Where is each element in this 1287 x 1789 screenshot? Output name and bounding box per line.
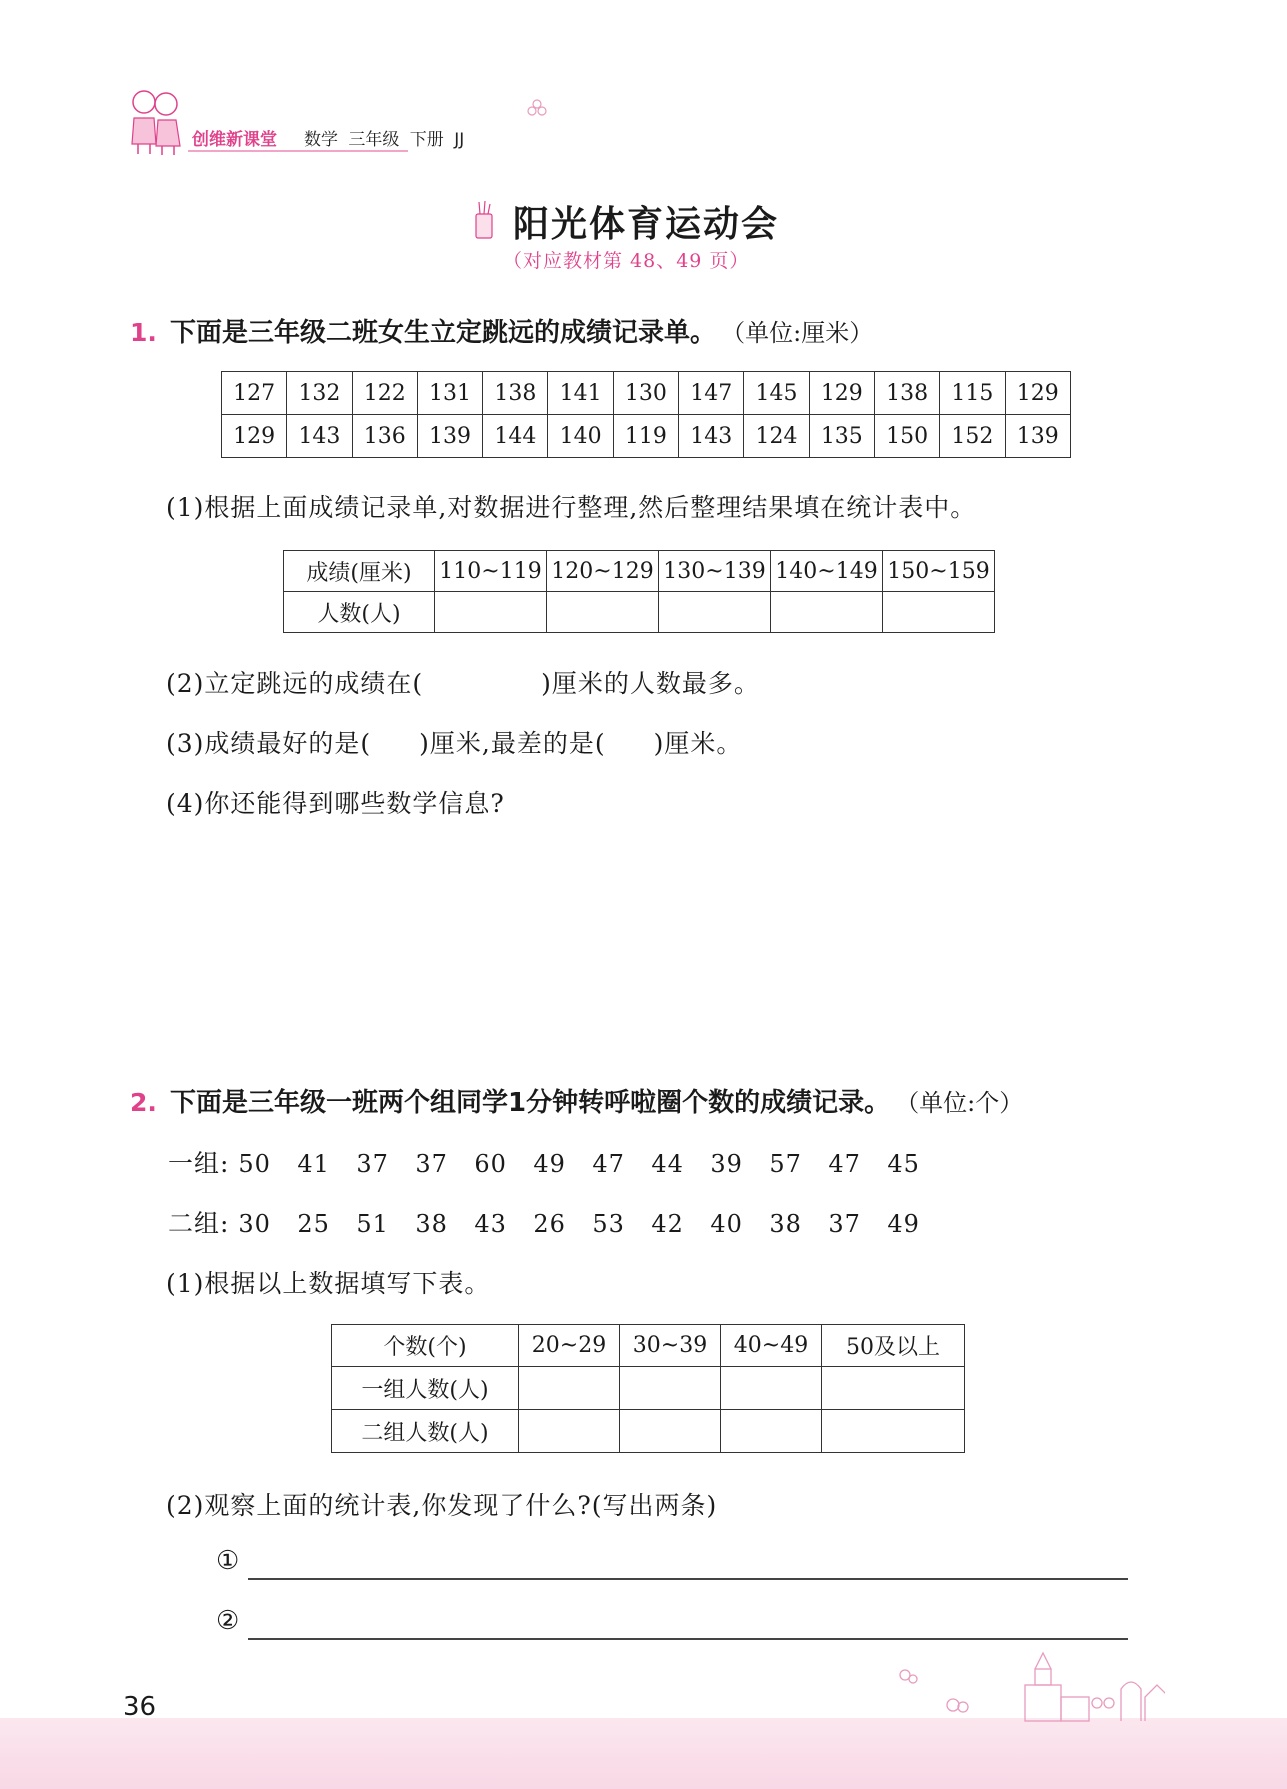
record-cell: 140 <box>548 415 613 458</box>
q2-stat-row-group2 <box>332 1410 965 1453</box>
q1-stat-table <box>283 550 995 633</box>
answer-cell[interactable] <box>620 1367 721 1410</box>
question-2-text: 下面是三年级一班两个组同学1分钟转呼啦圈个数的成绩记录。 <box>170 1088 891 1118</box>
score-value: 45 <box>887 1150 920 1178</box>
footer-band <box>0 1718 1287 1789</box>
q1-stat-header-cell: 120~129 <box>547 551 659 592</box>
q2-stat-table <box>331 1324 965 1453</box>
answer-cell[interactable] <box>883 592 995 633</box>
q2-stat-header-cell: 个数(个) <box>332 1325 519 1367</box>
score-value: 53 <box>592 1210 625 1238</box>
q2-stat-header-cell: 20~29 <box>519 1325 620 1367</box>
pencil-cup-icon <box>473 200 495 240</box>
record-cell: 127 <box>222 372 287 415</box>
header-underline <box>188 150 408 152</box>
answer-cell[interactable] <box>822 1410 965 1453</box>
q1-sub2-suffix: )厘米的人数最多。 <box>541 669 760 698</box>
record-cell: 143 <box>679 415 744 458</box>
record-cell: 130 <box>613 372 678 415</box>
q1-stat-row-label: 人数(人) <box>284 592 435 633</box>
record-cell: 144 <box>483 415 548 458</box>
q2-stat-header-cell: 30~39 <box>620 1325 721 1367</box>
q1-stat-header-cell: 110~119 <box>435 551 547 592</box>
q2-stat-header-cell: 40~49 <box>721 1325 822 1367</box>
answer-cell[interactable] <box>771 592 883 633</box>
q1-sub2 <box>166 664 760 700</box>
q2-sub2: (2)观察上面的统计表,你发现了什么?(写出两条) <box>166 1491 718 1520</box>
question-1-number: 1. <box>130 318 157 347</box>
score-value: 49 <box>887 1210 920 1238</box>
answer-cell[interactable] <box>620 1410 721 1453</box>
score-value: 44 <box>651 1150 684 1178</box>
castle-decoration-icon <box>885 1645 1165 1725</box>
score-value: 38 <box>769 1210 802 1238</box>
record-cell: 139 <box>417 415 482 458</box>
record-cell: 152 <box>940 415 1005 458</box>
score-value: 37 <box>415 1150 448 1178</box>
answer-cell[interactable] <box>721 1367 822 1410</box>
q1-stat-header-row <box>284 551 995 592</box>
score-value: 26 <box>533 1210 566 1238</box>
record-cell: 150 <box>874 415 939 458</box>
q1-stat-count-row <box>284 592 995 633</box>
q2-stat-row-label: 一组人数(人) <box>332 1367 519 1410</box>
q1-sub2-prefix: (2)立定跳远的成绩在( <box>166 669 424 698</box>
record-cell: 122 <box>352 372 417 415</box>
record-cell: 143 <box>287 415 352 458</box>
group-1-values <box>238 1149 946 1178</box>
record-cell: 132 <box>287 372 352 415</box>
record-cell: 129 <box>809 372 874 415</box>
q2-stat-row-group1 <box>332 1367 965 1410</box>
q2-stat-row-label: 二组人数(人) <box>332 1410 519 1453</box>
q1-stat-header-cell: 140~149 <box>771 551 883 592</box>
score-value: 50 <box>238 1150 271 1178</box>
score-value: 41 <box>297 1150 330 1178</box>
record-cell: 135 <box>809 415 874 458</box>
score-value: 37 <box>828 1210 861 1238</box>
q1-sub4: (4)你还能得到哪些数学信息? <box>166 789 505 818</box>
score-value: 43 <box>474 1210 507 1238</box>
group-1-label: 一组: <box>168 1149 230 1178</box>
book-info: 数学 三年级 下册 JJ <box>304 130 465 150</box>
question-2-number: 2. <box>130 1088 157 1117</box>
question-1-unit: （单位:厘米） <box>721 319 874 347</box>
answer-line-1[interactable] <box>248 1578 1128 1580</box>
answer-marker-1: ① <box>216 1546 241 1576</box>
answer-marker-2: ② <box>216 1606 241 1636</box>
record-row <box>222 372 1071 415</box>
score-value: 30 <box>238 1210 271 1238</box>
flower-icon <box>526 98 548 120</box>
group-2-label: 二组: <box>168 1209 230 1238</box>
question-1-heading <box>130 312 873 349</box>
brand-name: 创维新课堂 <box>192 130 277 150</box>
record-cell: 138 <box>874 372 939 415</box>
record-cell: 131 <box>417 372 482 415</box>
page-title: 阳光体育运动会 <box>513 204 780 245</box>
record-cell: 145 <box>744 372 809 415</box>
answer-cell[interactable] <box>519 1367 620 1410</box>
answer-cell[interactable] <box>519 1410 620 1453</box>
record-cell: 129 <box>222 415 287 458</box>
record-cell: 141 <box>548 372 613 415</box>
record-cell: 136 <box>352 415 417 458</box>
group-2-row <box>168 1204 988 1238</box>
answer-cell[interactable] <box>435 592 547 633</box>
score-value: 51 <box>356 1210 389 1238</box>
answer-cell[interactable] <box>547 592 659 633</box>
q1-stat-header-cell: 130~139 <box>659 551 771 592</box>
score-value: 57 <box>769 1150 802 1178</box>
score-value: 47 <box>828 1150 861 1178</box>
answer-line-2[interactable] <box>248 1638 1128 1640</box>
record-cell: 115 <box>940 372 1005 415</box>
score-value: 37 <box>356 1150 389 1178</box>
score-value: 40 <box>710 1210 743 1238</box>
page-number: 36 <box>123 1692 157 1722</box>
q1-stat-header-cell: 成绩(厘米) <box>284 551 435 592</box>
q1-stat-header-cell: 150~159 <box>883 551 995 592</box>
q2-sub1: (1)根据以上数据填写下表。 <box>166 1269 491 1298</box>
q1-sub3-part2: )厘米,最差的是( <box>419 729 606 758</box>
question-2-heading <box>130 1082 1023 1119</box>
record-cell: 119 <box>613 415 678 458</box>
score-value: 42 <box>651 1210 684 1238</box>
q2-stat-header-row <box>332 1325 965 1367</box>
score-value: 39 <box>710 1150 743 1178</box>
q1-sub1: (1)根据上面成绩记录单,对数据进行整理,然后整理结果填在统计表中。 <box>166 493 977 522</box>
children-logo-icon <box>126 84 186 156</box>
score-value: 60 <box>474 1150 507 1178</box>
score-value: 49 <box>533 1150 566 1178</box>
answer-cell[interactable] <box>822 1367 965 1410</box>
answer-cell[interactable] <box>721 1410 822 1453</box>
record-cell: 147 <box>679 372 744 415</box>
group-2-values <box>238 1209 946 1238</box>
record-cell: 138 <box>483 372 548 415</box>
page-subtitle: （对应教材第 48、49 页） <box>503 250 750 272</box>
q1-sub3-part3: )厘米。 <box>653 729 743 758</box>
score-value: 47 <box>592 1150 625 1178</box>
score-value: 25 <box>297 1210 330 1238</box>
q1-sub3-part1: (3)成绩最好的是( <box>166 729 372 758</box>
score-value: 38 <box>415 1210 448 1238</box>
q2-stat-header-cell: 50及以上 <box>822 1325 965 1367</box>
record-cell: 129 <box>1005 372 1070 415</box>
record-row <box>222 415 1071 458</box>
q1-record-table <box>221 371 1071 458</box>
question-1-text: 下面是三年级二班女生立定跳远的成绩记录单。 <box>170 318 717 348</box>
answer-cell[interactable] <box>659 592 771 633</box>
question-2-unit: （单位:个） <box>895 1089 1024 1117</box>
q1-sub3 <box>166 724 742 760</box>
group-1-row <box>168 1144 988 1178</box>
record-cell: 124 <box>744 415 809 458</box>
record-cell: 139 <box>1005 415 1070 458</box>
